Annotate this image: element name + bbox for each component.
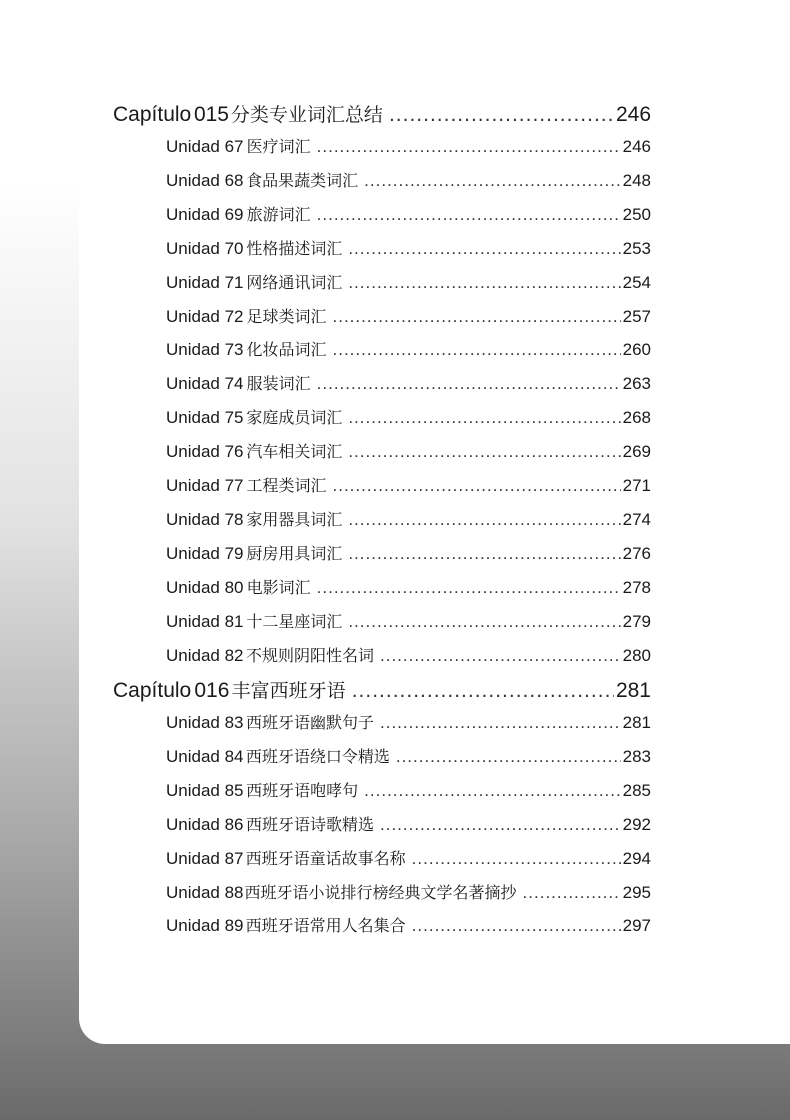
dot-leader — [412, 916, 621, 936]
toc-unit-row[interactable] — [166, 473, 651, 497]
page-number: 294 — [622, 848, 651, 868]
unit-label: Unidad 73 — [166, 340, 244, 360]
page-number: 278 — [622, 577, 651, 597]
unit-title: 西班牙语绕口令精选 — [245, 746, 390, 766]
dot-leader — [364, 781, 620, 801]
dot-leader — [412, 849, 621, 869]
page-number: 280 — [622, 645, 651, 665]
toc-unit-row[interactable] — [166, 202, 651, 226]
unit-title: 家用器具词汇 — [246, 509, 343, 529]
toc-unit-row[interactable] — [166, 168, 651, 192]
page-number: 260 — [622, 340, 651, 360]
chapter-label: Capítulo — [113, 679, 192, 702]
toc-unit-row[interactable] — [166, 439, 651, 463]
unit-label: Unidad 78 — [166, 509, 244, 529]
unit-title: 不规则阴阳性名词 — [245, 645, 374, 665]
unit-label: Unidad 72 — [166, 306, 244, 326]
unit-title: 食品果蔬类词汇 — [246, 170, 359, 190]
page-number: 295 — [622, 882, 651, 902]
unit-title: 医疗词汇 — [246, 137, 311, 156]
toc-unit-row[interactable] — [166, 744, 651, 768]
unit-label: Unidad 75 — [166, 408, 244, 428]
dot-leader — [396, 747, 621, 767]
toc-unit-row[interactable] — [166, 507, 651, 531]
toc-unit-row[interactable] — [166, 134, 651, 158]
unit-title: 西班牙语童话故事名称 — [245, 848, 406, 868]
unit-title: 电影词汇 — [246, 577, 311, 597]
page-number: 246 — [622, 137, 651, 156]
dot-leader — [348, 239, 620, 259]
dot-leader — [380, 713, 621, 733]
unit-label: Unidad 74 — [166, 374, 244, 394]
page-number: 246 — [615, 103, 652, 126]
toc-unit-row[interactable] — [166, 337, 651, 361]
unit-label: Unidad 68 — [166, 170, 244, 190]
page-number: 257 — [622, 306, 651, 326]
unit-label: Unidad 87 — [166, 848, 244, 868]
toc-unit-row[interactable] — [166, 880, 651, 904]
unit-title: 西班牙语诗歌精选 — [245, 814, 374, 834]
page-number: 285 — [622, 780, 651, 800]
dot-leader — [333, 476, 621, 496]
page-number: 253 — [622, 238, 651, 258]
toc-unit-row[interactable] — [166, 778, 651, 802]
dot-leader — [348, 273, 620, 293]
unit-label: Unidad 89 — [166, 916, 244, 936]
toc-unit-row[interactable] — [166, 913, 651, 937]
dot-leader — [348, 442, 620, 462]
unit-title: 网络通讯词汇 — [246, 272, 343, 292]
page-number: 250 — [622, 204, 651, 224]
dot-leader — [317, 578, 621, 598]
dot-leader — [348, 544, 620, 564]
unit-label: Unidad 83 — [166, 713, 244, 732]
chapter-title: 丰富西班牙语 — [231, 680, 346, 702]
unit-label: Unidad 88 — [166, 882, 244, 902]
toc-unit-row[interactable] — [166, 846, 651, 870]
chapter-title: 分类专业词汇总结 — [230, 104, 383, 126]
toc-unit-row[interactable] — [166, 643, 651, 667]
unit-title: 西班牙语小说排行榜经典文学名著摘抄 — [244, 882, 517, 902]
unit-title: 十二星座词汇 — [246, 611, 343, 631]
unit-title: 性格描述词汇 — [246, 238, 343, 258]
dot-leader — [317, 374, 621, 394]
dot-leader — [333, 340, 621, 360]
unit-title: 厨房用具词汇 — [246, 543, 343, 563]
toc-unit-row[interactable] — [166, 609, 651, 633]
page-number: 276 — [622, 543, 651, 563]
unit-title: 西班牙语幽默句子 — [245, 713, 374, 732]
dot-leader — [348, 612, 620, 632]
page-number: 297 — [622, 916, 651, 936]
toc-unit-row[interactable] — [166, 236, 651, 260]
unit-title: 工程类词汇 — [246, 476, 327, 495]
chapter-label: Capítulo — [113, 103, 192, 126]
unit-label: Unidad 86 — [166, 814, 244, 834]
dot-leader — [364, 171, 620, 191]
page-number: 281 — [622, 713, 651, 732]
dot-leader — [380, 646, 621, 666]
page-number: 279 — [622, 611, 651, 631]
page-number: 292 — [622, 814, 651, 834]
chapter-number: 015 — [193, 103, 229, 126]
unit-label: Unidad 85 — [166, 780, 244, 800]
unit-label: Unidad 80 — [166, 577, 244, 597]
page-number: 269 — [622, 442, 651, 462]
page-number: 283 — [622, 746, 651, 766]
toc-unit-row[interactable] — [166, 710, 651, 734]
unit-label: Unidad 70 — [166, 238, 244, 258]
page-number: 268 — [622, 408, 651, 428]
dot-leader — [317, 205, 621, 225]
unit-title: 化妆品词汇 — [246, 340, 327, 360]
toc-unit-row[interactable] — [166, 405, 651, 429]
dot-leader — [352, 679, 614, 703]
dot-leader — [389, 103, 614, 127]
unit-title: 足球类词汇 — [246, 306, 327, 326]
toc-unit-row[interactable] — [166, 812, 651, 836]
page-number: 248 — [622, 170, 651, 190]
toc-chapter-row[interactable] — [113, 100, 651, 128]
unit-label: Unidad 76 — [166, 442, 244, 462]
unit-title: 家庭成员词汇 — [246, 408, 343, 428]
unit-label: Unidad 82 — [166, 645, 244, 665]
toc-unit-row[interactable] — [166, 304, 651, 328]
toc-unit-row[interactable] — [166, 270, 651, 294]
unit-label: Unidad 84 — [166, 746, 244, 766]
dot-leader — [380, 815, 621, 835]
unit-title: 旅游词汇 — [246, 204, 311, 224]
unit-label: Unidad 79 — [166, 543, 244, 563]
unit-title: 服装词汇 — [246, 374, 311, 394]
page-number: 263 — [622, 374, 651, 394]
unit-title: 西班牙语常用人名集合 — [245, 916, 406, 936]
page-number: 281 — [615, 679, 651, 702]
toc-unit-row[interactable] — [166, 575, 651, 599]
page-number: 254 — [622, 272, 651, 292]
unit-title: 西班牙语咆哮句 — [246, 780, 359, 800]
unit-label: Unidad 71 — [166, 272, 244, 292]
chapter-number: 016 — [194, 679, 230, 702]
unit-label: Unidad 69 — [166, 204, 244, 224]
toc-unit-row[interactable] — [166, 541, 651, 565]
dot-leader — [348, 408, 620, 428]
unit-label: Unidad 81 — [166, 611, 244, 631]
unit-label: Unidad 77 — [166, 476, 244, 495]
toc-unit-row[interactable] — [166, 371, 651, 395]
toc-chapter-row[interactable] — [113, 676, 651, 704]
unit-title: 汽车相关词汇 — [246, 442, 343, 462]
dot-leader — [317, 137, 621, 157]
page-number: 274 — [622, 509, 651, 529]
dot-leader — [333, 307, 621, 327]
page-number: 271 — [622, 476, 651, 495]
dot-leader — [348, 510, 620, 530]
dot-leader — [523, 883, 621, 903]
unit-label: Unidad 67 — [166, 137, 244, 156]
